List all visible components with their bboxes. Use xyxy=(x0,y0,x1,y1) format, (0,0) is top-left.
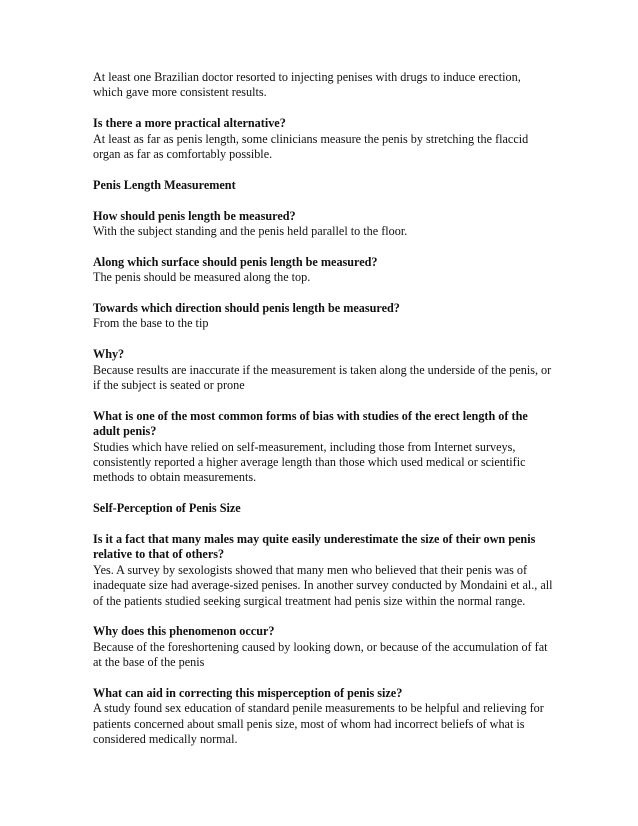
question-surface: Along which surface should penis length be measured? xyxy=(93,254,378,269)
qa-why xyxy=(93,347,553,393)
qa-how xyxy=(93,209,553,240)
heading-measurement: Penis Length Measurement xyxy=(93,177,236,192)
qa-direction xyxy=(93,301,553,332)
question-bias: What is one of the most common forms of bias with studies of the erect length of the adult penis? xyxy=(93,408,528,439)
qa-surface xyxy=(93,255,553,286)
question-correcting: What can aid in correcting this misperception of penis size? xyxy=(93,686,403,701)
question-underestimate: Is it a fact that many males may quite easily underestimate the size of their own penis relative to that of others? xyxy=(93,532,536,562)
question-direction: Towards which direction should penis length be measured? xyxy=(93,301,400,316)
intro-paragraph: At least one Brazilian doctor resorted to injecting penises with drugs to induce erection, which gave more consistent results. xyxy=(93,70,521,100)
qa-underestimate xyxy=(93,532,553,609)
question-alternative: Is there a more practical alternative? xyxy=(93,116,286,131)
answer-alternative: At least as far as penis length, some clinicians measure the penis by stretching the flaccid organ as far as comfortably possible. xyxy=(93,131,529,162)
qa-alternative xyxy=(93,116,553,162)
question-phenomenon: Why does this phenomenon occur? xyxy=(93,624,275,639)
answer-bias: Studies which have relied on self-measurement, including those from Internet surveys, consistently reported a higher average length than those which used medical or scientific methods to obtain measurements. xyxy=(93,439,526,485)
answer-why: Because results are inaccurate if the measurement is taken along the underside of the penis, or if the subject is seated or prone xyxy=(93,362,552,393)
question-why: Why? xyxy=(93,347,125,362)
answer-phenomenon: Because of the foreshortening caused by looking down, or because of the accumulation of fat at the base of the penis xyxy=(93,639,548,670)
question-how: How should penis length be measured? xyxy=(93,208,296,223)
answer-surface: The penis should be measured along the top. xyxy=(93,270,311,285)
document-page xyxy=(93,70,553,763)
heading-perception: Self-Perception of Penis Size xyxy=(93,501,241,516)
answer-underestimate: Yes. A survey by sexologists showed that many men who believed that their penis was of inadequate size had average-sized penises. In another survey conducted by Mondaini et al., all of the patients studied seeking surgical treatment had penis size within the normal range. xyxy=(93,562,553,608)
answer-correcting: A study found sex education of standard penile measurements to be helpful and relieving for patients concerned about small penis size, most of whom had incorrect beliefs of what is considered medically normal. xyxy=(93,701,544,747)
answer-how: With the subject standing and the penis held parallel to the floor. xyxy=(93,224,408,239)
qa-bias xyxy=(93,409,553,486)
qa-correcting xyxy=(93,686,553,748)
answer-direction: From the base to the tip xyxy=(93,316,209,331)
section-heading-measurement xyxy=(93,178,553,193)
qa-phenomenon xyxy=(93,624,553,670)
section-heading-perception xyxy=(93,501,553,516)
